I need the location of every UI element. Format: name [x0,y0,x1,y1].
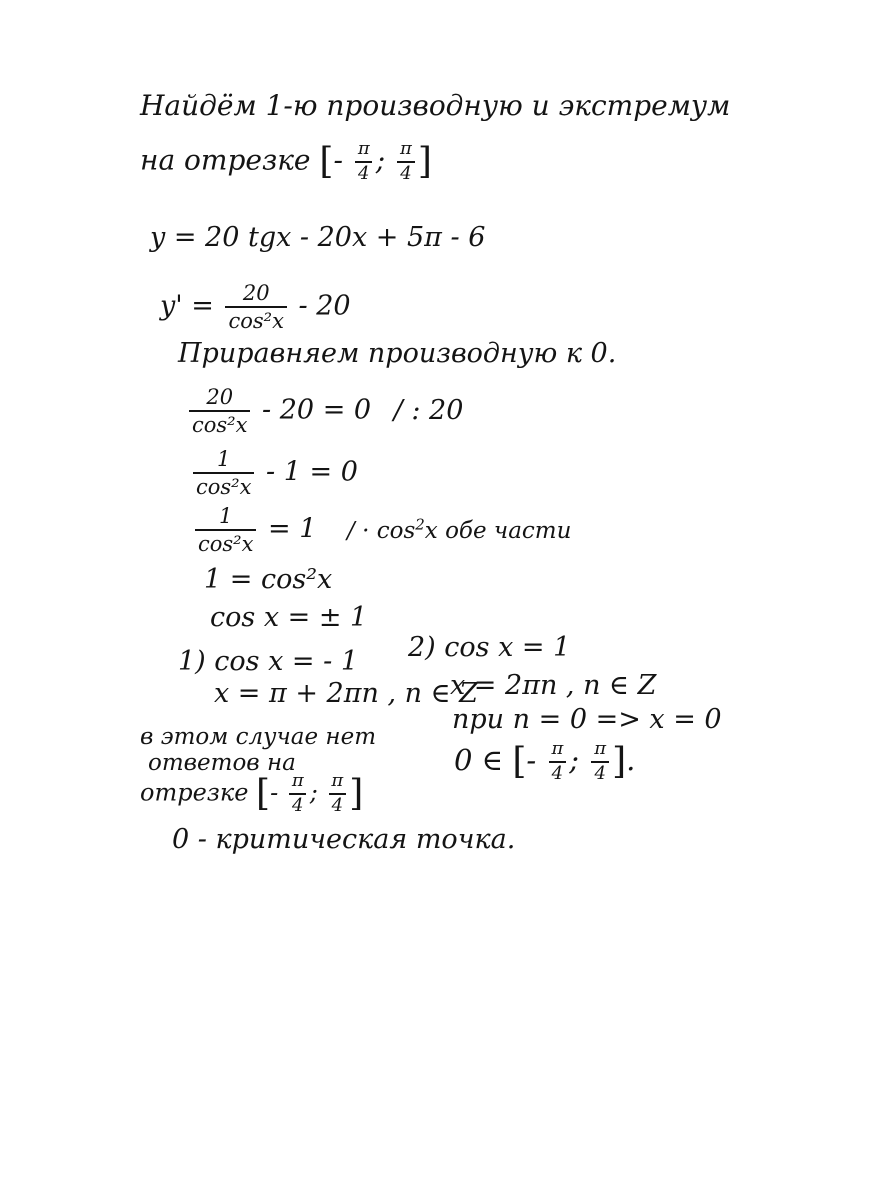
case-1-comment-line-1: в этом случае нет [140,724,376,750]
fraction-denominator: cos²x [225,306,286,332]
pi-over-4-fraction: $\frac{\pi}{4}$ [591,740,609,784]
equation-2-tail: - 1 = 0 [266,456,358,488]
minus-sign: - [333,143,343,177]
equation-3 [192,505,571,555]
equation-5-text: cos x = ± 1 [210,602,368,633]
step-equate-text: Приравняем производную к 0. [178,338,617,369]
equation-3-tail: = 1 [268,513,317,545]
semicolon: ; [375,143,386,177]
equation-4 [204,566,332,593]
case-2-solution: x = 2πn , n ∈ Z [450,670,657,701]
equation-2-fraction: $\frac{1}{\text{cos²x}}$ [193,448,254,498]
interval-open-bracket: [ [319,140,334,182]
derivative-fraction [225,282,286,332]
function-definition [150,224,485,251]
fraction-numerator: 20 [242,281,270,305]
intro-line-1 [140,89,731,122]
derivative-tail: - 20 [298,290,351,322]
step-equate [178,340,616,367]
pi-over-4-fraction: $\frac{\pi}{4}$ [397,140,415,184]
case-1-comment-line-3: отрезке [- $\frac{\pi}{4}$ ; $\frac{\pi}{4}$ ] [140,770,364,816]
intro-text: Найдём 1-ю производную и экстремум [140,89,731,122]
case-1-label: 1) cos x = - 1 [178,646,359,677]
case-2-belongs: 0 ∈ [- $\frac{\pi}{4}$ ; $\frac{\pi}{4}$ ]. [454,738,636,784]
case-2-label: 2) cos x = 1 [408,632,571,663]
pi-over-4-fraction: $\frac{\pi}{4}$ [328,772,346,816]
equation-1-note: / : 20 [393,394,464,426]
derivative-lhs: y' = [160,290,214,322]
equation-3-fraction: $\frac{1}{\text{cos²x}}$ [195,505,256,555]
pi-over-4-fraction: $\frac{\pi}{4}$ [289,772,307,816]
conclusion: 0 - критическая точка. [172,824,516,855]
pi-over-4-fraction: $\frac{\pi}{4}$ [355,140,373,184]
equation-3-note: / · $\cos^2x$ обе части [347,514,572,544]
equation-1-tail: - 20 = 0 [262,394,372,426]
derivative-line [160,282,351,332]
equation-1-fraction: $\frac{20}{\text{cos²x}}$ [189,386,250,436]
equation-1 [186,386,463,436]
function-expression: y = 20 tgx - 20x + 5π - 6 [150,222,486,253]
intro-on-segment: на отрезке [140,143,311,177]
equation-4-text: 1 = cos²x [204,564,333,595]
case-1-comment-line-2: ответов на [148,750,296,776]
interval-close-bracket: ] [417,140,432,182]
case-1-solution: x = π + 2πn , n ∈ Z [214,678,478,709]
equation-2 [190,448,358,498]
case-2-when: при n = 0 => x = 0 [452,704,722,735]
equation-5 [210,604,367,631]
pi-over-4-fraction: $\frac{\pi}{4}$ [548,740,566,784]
intro-line-2 [140,140,432,184]
